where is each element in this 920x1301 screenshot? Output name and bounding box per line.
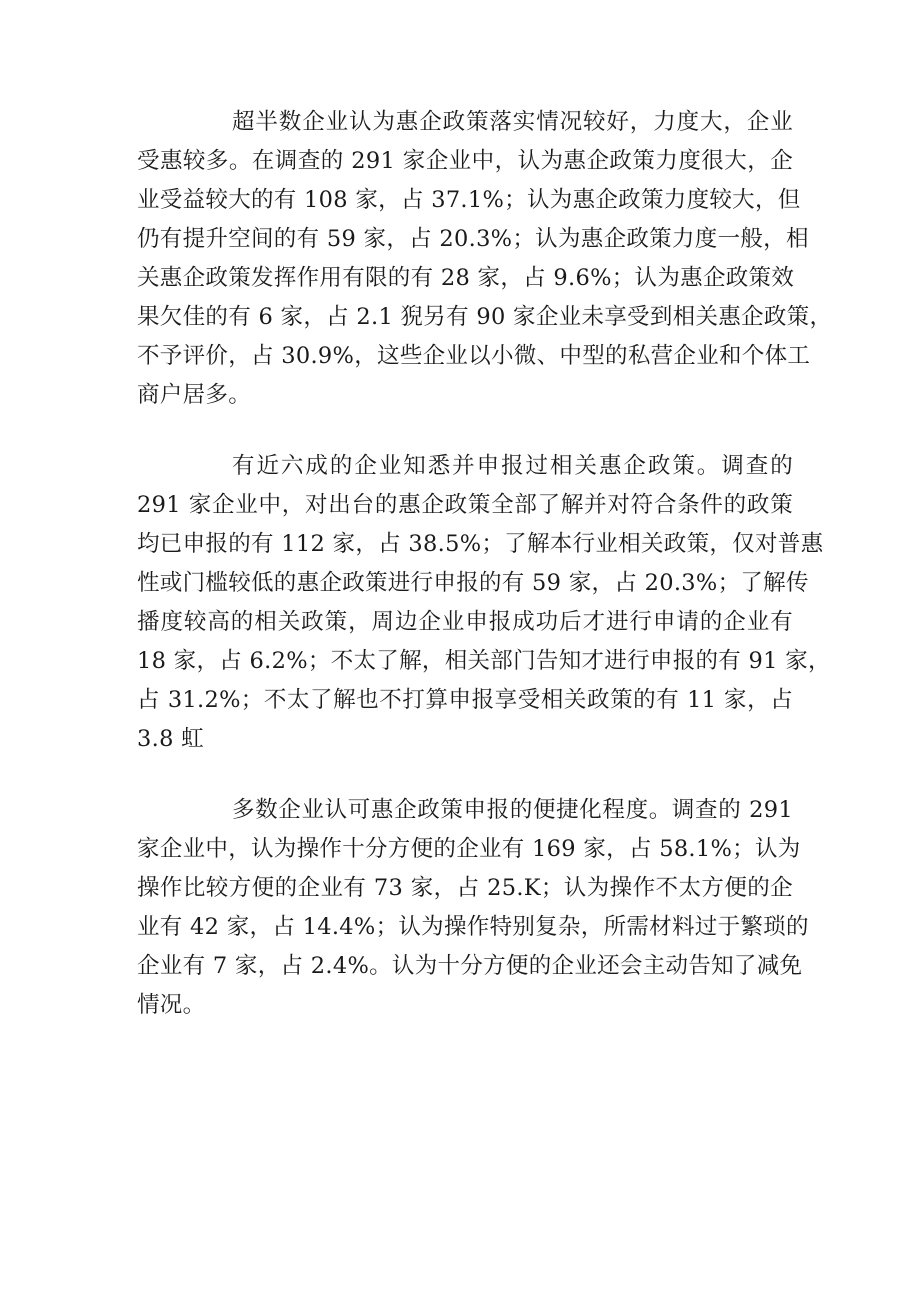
text-line: 18 家，占 6.2%；不太了解，相关部门告知才进行申报的有 91 家， [137,648,831,674]
paragraph-policy-implementation [137,103,833,415]
text-line: 291 家企业中，对出台的惠企政策全部了解并对符合条件的政策 [137,492,793,518]
text-line: 商户居多。 [137,382,252,408]
text-line: 操作比较方便的企业有 73 家，占 25.K；认为操作不太方便的企 [137,875,793,901]
text-line: 企业有 7 家，占 2.4%。认为十分方便的企业还会主动告知了减免 [137,953,803,979]
text-line: 家企业中，认为操作十分方便的企业有 169 家，占 58.1%；认为 [137,836,801,862]
text-line: 占 31.2%；不太了解也不打算申报享受相关政策的有 11 家，占 [137,687,793,713]
text-line: 关惠企政策发挥作用有限的有 28 家，占 9.6%；认为惠企政策效 [137,265,795,291]
text-line: 不予评价，占 30.9%，这些企业以小微、中型的私营企业和个体工 [137,343,811,369]
text-line: 播度较高的相关政策，周边企业申报成功后才进行申请的企业有 [137,609,793,635]
text-line: 多数企业认可惠企政策申报的便捷化程度。调查的 291 [232,797,793,823]
text-line: 有近六成的企业知悉并申报过相关惠企政策。调查的 [232,453,793,479]
document-page [137,103,833,1025]
text-line: 果欠佳的有 6 家，占 2.1 猊另有 90 家企业未享受到相关惠企政策， [137,304,833,330]
text-line: 均已申报的有 112 家，占 38.5%；了解本行业相关政策，仅对普惠 [137,531,824,557]
text-line: 性或门槛较低的惠企政策进行申报的有 59 家，占 20.3%；了解传 [137,570,809,596]
text-line: 业受益较大的有 108 家，占 37.1%；认为惠企政策力度较大，但 [137,187,801,213]
text-line: 仍有提升空间的有 59 家，占 20.3%；认为惠企政策力度一般，相 [137,226,809,252]
text-line: 受惠较多。在调查的 291 家企业中，认为惠企政策力度很大，企 [137,148,793,174]
text-line: 超半数企业认为惠企政策落实情况较好，力度大，企业 [232,109,793,135]
text-line: 3.8 虹 [137,726,204,752]
text-line: 情况。 [137,992,206,1018]
paragraph-application-convenience [137,791,809,1025]
text-line: 业有 42 家，占 14.4%；认为操作特别复杂，所需材料过于繁琐的 [137,914,809,940]
paragraph-policy-awareness [137,447,831,759]
